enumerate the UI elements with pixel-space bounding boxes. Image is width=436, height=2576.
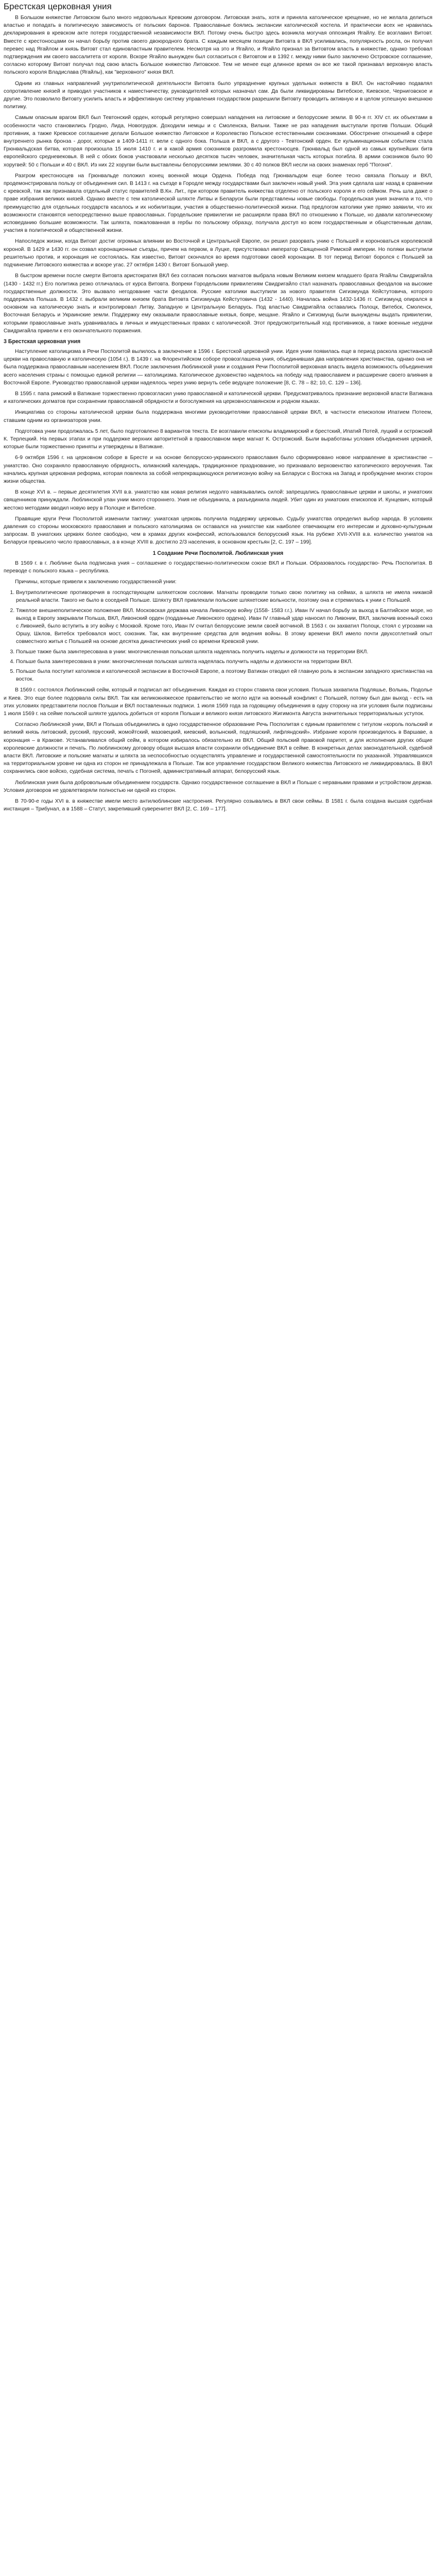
- paragraph: В 1595 г. папа римский в Ватикане торжественно провозгласил унию православной и католической церкви. Предусматривалось признание верховной власти Ватикана и католических догматов при сохранении православной обрядности и богослужения на церковнославянском и родном языках.: [4, 391, 432, 405]
- paragraph: Наступление католицизма в Речи Посполитой вылилось в заключение в 1596 г. Брестской церковной унии. Идея унии появилась еще в период раскола христианской церкви на православную и католическую (1054 г.). В 1439 г. на Флорентийском соборе провозглашена уния, объединившая два направления христианства, однако она не была поддержана православным населением ВКЛ. После заключения Люблинской унии и создания Речи Посполитой верховная власть видела возможность объединения всего населения страны с помощью единой религии — католицизма. Католическое духовенство надеялось на победу над православием и расширение своего влияния в Восточной Европе. Руководство православной церкви надеялось через унию вернуть себе ведущее положение [8, С. 78 – 82; 10, С. 129 – 136].: [4, 348, 432, 386]
- list-item: 2. Тяжелое внешнеполитическое положение ВКЛ. Московская держава начала Ливонскую войну (1558- 1583 г.г.). Иван IV начал борьбу за выход в Балтийское море, но выход в Европу закрывали Польша, ВКЛ, Ливонский орден (подданные Ливонского ордена). Иван IV главный удар наносил по Ливонии, ВКЛ, заключив военный союз с Ливонией, было вступить в эту войну с Москвой. Кроме того, Иван IV считал белорусские земли своей вотчиной. В 1563 г. он захватил Полоцк, стоял с угрозами на Оршу, Шклов, Витебск требовался мост, союзник. Так, как внутренние средства для ведения войны. В этому времени ВКЛ имело почти двухсотлетний опыт совместного житья с Польшей на основе десятка династических уний со времени Кревской унии.: [16, 607, 432, 646]
- paragraph: Разгром крестоносцев на Грюнвальде положил конец военной мощи Ордена. Победа под Грюнвальдом еще более тесно связала Польшу и ВКЛ, продемонстрировала пользу от объединения сил. В 1413 г. на съезде в Городле между государствами был заключен новый уний. Эта уния сделала шаг назад в сравнении с кревской, так как признавала отдельный статус правителей В.Кн. Лит., при котором правитель княжества отделено от польского короля и его сеймом. Речь шла даже о праве избрания великих князей. Однако вместе с тем католической шляхте Литвы и Беларуси были представлены новые свободы. Городельская уния значила и то, что преимущество для отдельных государств касалось и их нобилитации, участия в общественно-политической жизни. Под предлогом католики уже прямо заявили, что их возможности становятся непосредственно выше православных. Городельские привилегии не расширяли права ВКЛ по отношению к Польше, но давали католическому исповеданию большие возможности. Так шляхта, пожалованная в гербы по польскому образцу, получала доступ ко всем государственным и общественным делам, участия в политической и общественной жизни.: [4, 173, 432, 234]
- paragraph: Люблинская уния была добровольным объединением государств. Однако государственное соглашение в ВКЛ и Польше с неравными правами и устройством держав. Условия договоров не удовлетворяли полностью ни одной из сторон.: [4, 779, 432, 793]
- paragraph: Одним из главных направлений унутриполитической деятельности Витовта было упразднение крупных удельных княжеств в ВКЛ. Он настойчиво подавлял сопротивление князей и приводил участников к наместничеству, руководителей которых назначал сам. Да были ликвидированы Витебское, Киевское, Черниговское и другие. Это позволило Витовту усилить власть и эффективную систему управления государством разрешили Витовту проводить активную и в целом успешную внешнюю политику.: [4, 80, 432, 110]
- section-heading: 3 Брестская церковная уния: [4, 338, 81, 345]
- list-item: 5. Польше была поступит католиков и католической экспансии в Восточной Европе, а поэтому Ватикан отводил ей главную роль в экспансии западного христианства на восток.: [16, 668, 432, 683]
- paragraph: Согласно Люблинской унии, ВКЛ и Польша объединились в одно государственное образование Речь Посполитая с единым правителем с титулом «король польский и великий князь литовский, русский, прусский, жомойтский, мазовецкий, киевский, волынский, подляшский, лифляндский». Избрание короля производилось в Варшаве, а коронация – в Кракове. Устанавливался общий сейм, в котором избиралось обязательно из ВКЛ. Общий польский правовой паритет, и для исполнения других общие королевские должности и печать. По люблинскому договору общая высшая власти сохранили объединение ВКЛ в сейме. В конкретных делах законодательной, судебной власти ВКЛ. Литовские и польские магнаты и шляхта за неспособностью осуществлять управление и государственной самостоятельности по указанной. Управлявшихся на территориальном уровне ни одна из сторон не принадлежала в Польше. Так все управление государством Великого княжества Литовского не ликвидировалась. В ВКЛ сохранились свое войско, судебная система, печать с Погоней, административный аппарат, белорусский язык.: [4, 722, 432, 775]
- paragraph: Подготовка унии продолжалась 5 лет, было подготовлено 8 вариантов текста. Ее возглавили епископы владимирский и брестский, Ипатий Потей, луцкий и острожский К. Терлецкий. На первых этапах и при поддержке верхних авторитетной в православном мире магнат К. Острожский. Были выработаны условия объединения церквей, которые были торжественно приняты и утверждены в Ватикане.: [4, 428, 432, 450]
- paragraph: В 1569 г. состоялся Люблинский сейм, который и подписал акт объединения. Каждая из сторон ставила свои условия. Польша захватила Подляшье, Волынь, Подолье и Киев. Это еще более подорвала силы ВКЛ. Так как великокняжеское правительство не могло идти на военный конфликт с Польшей, потому был дан выход - есть на этих условиях представители послов Польши и ВКЛ поставленных подписи. 1 июля 1569 года за годовщину объединения в одну сторону на эти условия были подписаны 1 июля 1569 г. на сейме польской шляхте удалось добиться от короля Польши и великого князя литовского Жигимонта Августа значительных территориальных уступок.: [4, 687, 432, 717]
- paragraph: Инициатива со стороны католической церкви была поддержана многими руководителями православной церкви ВКЛ, в частности епископом Ипатием Потеем, ставшим одним из организаторов унии.: [4, 410, 432, 423]
- list-item: 4. Польше была заинтересована в унии: многочисленная польская шляхта надеялась получить наделы и должности на территории ВКЛ.: [16, 658, 432, 666]
- document: [0, 0, 436, 813]
- paragraph: Самым опасным врагом ВКЛ был Тевтонский орден, который регулярно совершал нападения на литовские и белорусские земли. В 90-я гг. XIV ст. их объектами в особенности часто становились Гродно, Лида, Новогрудок. Доходили немцы и с Смоленска, Вильни. Также не раз нападения выступали против Польши. Общий противник, а также Кревское соглашение делали Большое княжество Литовское и Королевство Польское естественными союзниками. Обострение отношений в сфере внутреннего рынка бронза - дорог, которые в 1409-1411 гг. вели с одного бока. Польша и ВКЛ, а с другого - Тевтонский орден. Ее кульминационным событием стала Грюнвальдская битва, которая произошла 15 июля 1410 г. и в какой армия союзников разгромила крестоносцев. Грюнвальд был одной из самых крупнейших битв европейского средневековья. В ней с обоих боков участвовали несколько десятков тысяч человек, значительная часть которых погибла. В армии союзников было 90 хоругвей: 50 с Польши и 40 с ВКЛ. Из них 22 хоругви были выставлены белорусскими землями. 30 с 40 полков ВКЛ несли на своих знаменах герб "Погоня".: [4, 115, 432, 168]
- page-title: Брестская церковная уния: [4, 2, 112, 11]
- paragraph: В конце XVI в. – первые десятилетия XVII в.в. униатство как новая религия недолго навязывались силой: запрещались православные церкви и школы, и униатских священников принуждали. Люблинской улан унии много стороннего. Уния не объединила, а разъединила людей. Убит один из униатских епископов И. Кунцевич, который жестоко методами вводил новую веру в Полоцке и Витебске.: [4, 489, 432, 511]
- paragraph: В 70-90-е годы XVI в. в княжестве имели место антилюблинские настроения. Регулярно созывались в ВКЛ свои сеймы. В 1581 г. была создана высшая судебная инстанция – Трибунал, а в 1588 – Статут, закрепивший суверенитет ВКЛ [2, С. 169 – 177].: [4, 799, 432, 812]
- list-item: 3. Польше также была заинтересована в унии: многочисленная польская шляхта надеялась получить наделы и должности на территории ВКЛ.: [16, 648, 432, 656]
- paragraph: В Большом княжестве Литовском было много недовольных Кревским договором. Литовская знать, хотя и приняла католическое крещение, но не желала делиться властью и попадать в политическую зависимость от польских баронов. Православные боялись экспансии католической костела. И практически всех не нравилась декларирования в кревском акте потеря государственной независимости ВКЛ. Потому очень быстро здесь возникла могучая оппозиция Ягайлу. Ее возглавил Витовт. Вместе с крестоносцами он начал борьбу против своего двоюродного брата. С каждым месяцем позиции Витовта в ВКЛ усиливались, популярность росла, он получил перевес над Ягайлом и князь Витовт стал единовластным правителем. Несмотря на это и Ягайло, и Ягайло признал за Витовтом власть в княжестве, однако требовал подтверждения им своего вассалитета от короля. Вскоре Ягайло вынужден был согласиться с Витовтом и в 1392 г. между ними было заключено Островское соглашение, согласно которому Витовт получал под свою власть Большое княжество Литовское. Тем не менее еще длинное время он все же такой признавал верховную власть польского короля Владислава (Ягайлы), как "верховного" князя ВКЛ.: [4, 15, 432, 76]
- paragraph: 6-9 октября 1596 г. на церковном соборе в Бресте и на основе белорусско-украинского православия было сформировано новое направление в христианстве – униатство. Оно сохраняло православную обрядность, юлианский календарь, традиционное празднование, но признавало верховенство католического вероучения. Так начались крупная церковная реформа, которая повлекла за собой непрекращающуюся религиозную войну на Беларуси с Востока на Запад и пробуждение многих сторон жизни общества.: [4, 455, 432, 484]
- paragraph: Причины, которые привели к заключению государственной унии:: [15, 579, 177, 585]
- paragraph: В 1569 г. в г. Люблине была подписана уния – соглашение о государственно-политическом союзе ВКЛ и Польши. Образовалось государство- Речь Посполитая. В переводе с польского языка – республика.: [4, 560, 432, 574]
- list-item: 1. Внутриполитические противоречия в господствующем шляхетском сословии. Магнаты проводили только свою политику на сеймах, а шляхта не имела никакой реальной власти. Такого не было в соседней Польше. Шляхту ВКЛ привлекали польские шляхетские вольности, поэтому она и стремилась к унии с Польшей.: [16, 589, 432, 604]
- section-heading: 1 Создание Речи Посполитой. Люблинская уния: [152, 550, 284, 556]
- paragraph: В быстром времени после смерти Витовта аристократия ВКЛ без согласия польских магнатов выбрала новым Великим князем младшего брата Ягайлы Свидригайла (1430 - 1432 гг.) Его политика резко отличалась от курса Витовта. Вопреки Городельским привилегиям Свидригайло стал назначать православных феодалов на высокие государственные должности. Это вызвало негодование части феодалов. Русские католики выступили за нового правителя Сигизмунда Кейстутовича, которого поддержала Польша. В 1432 г. выбрали великим князем брата Витовта Сигизмунда Кейстутовича (1432 - 1440). Началась война 1432-1436 гг. Сигизмунд опирался в основном на католическую знать и контролировал Литву, Западную и Центральную Беларусь. Под властью Свидригайла оставались Полоцк, Витебск, Смоленск, Восточная Беларусь и Украинские земли. Поддержку ему оказывали православные князья, бояре, мещане. Ягайло и Сигизмунд были вынуждены выдать привилегии, которыми православные знать уравнивалась в личных и имущественных правах с католической. Этот предусмотрительный ход противников, а также военные неудачи Свидригайла привели к его окончательного поражения.: [4, 273, 432, 334]
- paragraph: Правящие круги Речи Посполитой изменили тактику: униатская церковь получила поддержку церковью. Судьбу униатства определил выбор народа. В условиях давления со стороны московского православия и польского католицизма он оставался на униатстве как наиболее отвечающем его интересам и духовно-культурным запросам. В униатских церквях более свободно, чем в храмах других конфессий, использовался белорусский язык. На рубеже XVII-XVIII в.в. количество униатов на Беларуси превысило число православных, а в конце XVIII в. достигло 2/3 населения, в основном крестьян [2, С. 197 – 199].: [4, 516, 432, 546]
- paragraph: Напоследок жизни, когда Витовт достиг огромных влиянии во Восточной и Центральной Европе, он решил разорвать унию с Польшей и короноваться королевской короной. В 1429 и 1430 гг. он созвал коронационные съезды, причем на первом, в Луцке, присутствовал император Священной Римской империи. Но поляки выступили решительно против, и коронация не состоялась. Как известно, Витовт скончался во время подготовки своей коронации. В тот период Витовт боролся с Польшей за подчинение Литовского княжества и вскоре угас. 27 октября 1430 г. Витовт Большой умер.: [4, 239, 432, 268]
- reasons-list: [4, 589, 432, 683]
